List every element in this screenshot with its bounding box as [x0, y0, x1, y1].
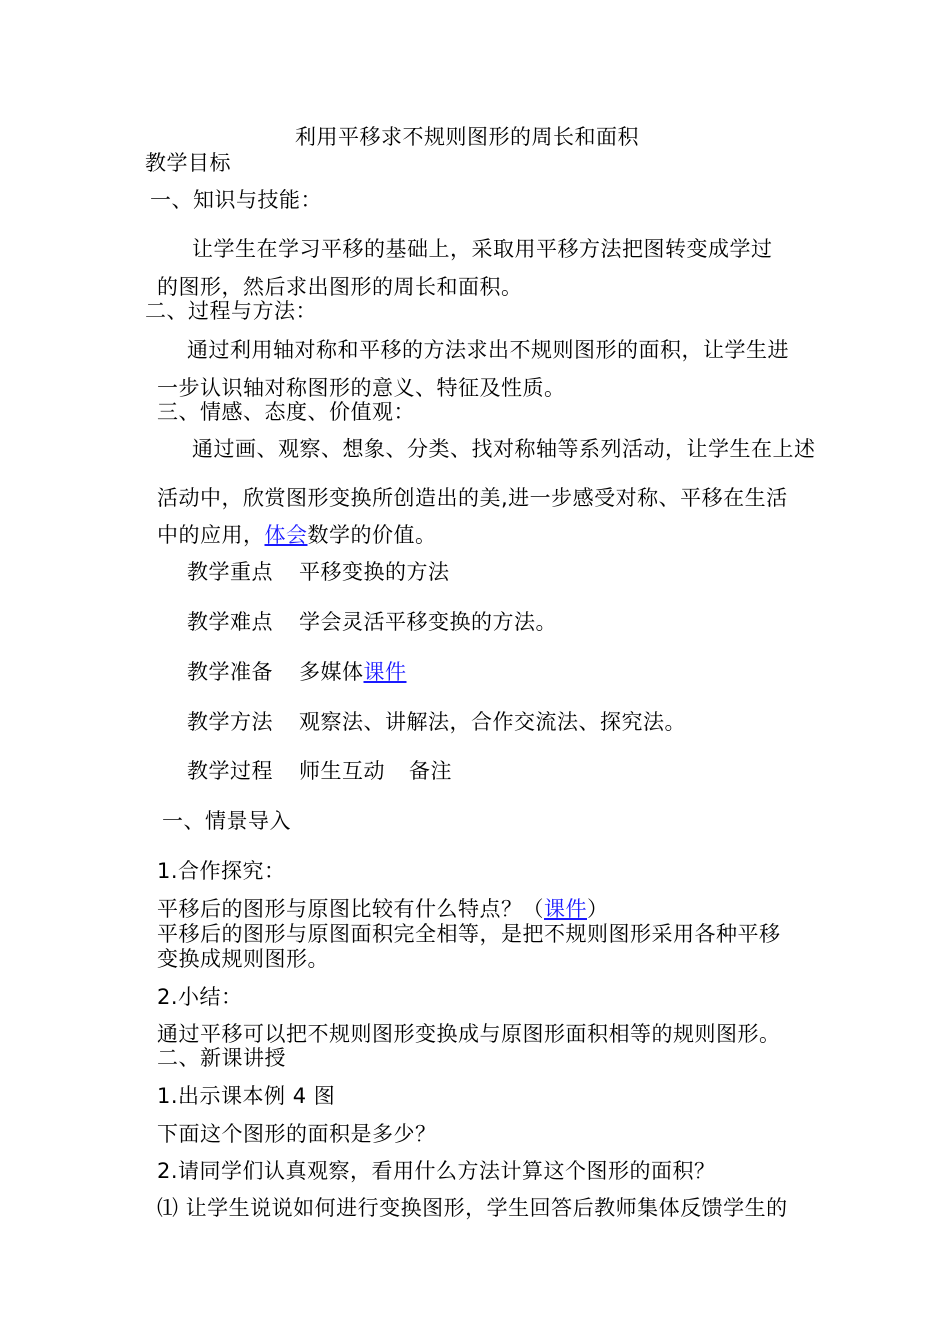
method-row: [187, 708, 686, 736]
new1-heading: 1.出示课本例 4 图: [157, 1084, 336, 1108]
step1-answer-line2: 变换成规则图形。: [157, 947, 329, 971]
method-label: 教学方法: [187, 710, 273, 734]
step2-text: 通过平移可以把不规则图形变换成与原图形面积相等的规则图形。: [157, 1022, 781, 1046]
difficulty-label: 教学难点: [187, 610, 273, 634]
section3-text-after-link: 数学的价值。: [307, 523, 437, 547]
step2-heading: 2.小结：: [157, 985, 243, 1009]
method-value: 观察法、讲解法，合作交流法、探究法。: [299, 710, 686, 734]
section2-paragraph-line1: 通过利用轴对称和平移的方法求出不规则图形的面积，让学生进: [187, 338, 789, 362]
new-lesson-heading: 二、新课讲授: [157, 1046, 286, 1070]
section3-paragraph-line1: 通过画、观察、想象、分类、找对称轴等系列活动，让学生在上述: [192, 437, 816, 461]
section3-paragraph-line2: 活动中，欣赏图形变换所创造出的美,进一步感受对称、平移在生活: [157, 486, 788, 510]
section3-text-before-link: 中的应用，: [157, 523, 265, 547]
key-point-value: 平移变换的方法: [299, 560, 450, 584]
new2-heading: 2.请同学们认真观察，看用什么方法计算这个图形的面积？: [157, 1159, 716, 1183]
courseware-link-2[interactable]: 课件: [544, 897, 587, 921]
process-row: [187, 757, 452, 785]
section1-heading: 一、知识与技能：: [150, 188, 322, 212]
step1-answer-line1: 平移后的图形与原图面积完全相等，是把不规则图形采用各种平移: [157, 922, 781, 946]
difficulty-row: [187, 608, 557, 636]
section3-heading: 三、情感、态度、价值观：: [157, 400, 415, 424]
step1-heading: 1.合作探究：: [157, 859, 286, 883]
tihui-link[interactable]: 体会: [264, 523, 308, 547]
new1-question: 下面这个图形的面积是多少？: [157, 1122, 437, 1146]
process-value: 师生互动: [299, 759, 385, 783]
section1-paragraph-line2: 的图形，然后求出图形的周长和面积。: [157, 275, 523, 299]
preparation-label: 教学准备: [187, 660, 273, 684]
key-point-label: 教学重点: [187, 560, 273, 584]
intro-heading: 一、情景导入: [162, 809, 291, 833]
new2-sub1: ⑴ 让学生说说如何进行变换图形，学生回答后教师集体反馈学生的: [157, 1196, 788, 1220]
document-title: 利用平移求不规则图形的周长和面积: [295, 125, 639, 149]
key-point-row: [187, 558, 450, 586]
courseware-link[interactable]: 课件: [363, 660, 407, 684]
difficulty-value: 学会灵活平移变换的方法。: [299, 610, 557, 634]
section3-paragraph-line3: [157, 521, 437, 549]
process-note: 备注: [409, 759, 452, 783]
step1-question-text: 平移后的图形与原图比较有什么特点？（: [157, 897, 544, 921]
section2-heading: 二、过程与方法：: [145, 299, 317, 323]
preparation-row: [187, 658, 407, 686]
process-label: 教学过程: [187, 759, 273, 783]
step1-question: [157, 895, 609, 923]
step1-question-close: ）: [587, 897, 609, 921]
section1-paragraph-line1: 让学生在学习平移的基础上，采取用平移方法把图转变成学过: [192, 237, 773, 261]
preparation-value: 多媒体: [299, 660, 364, 684]
teaching-goals-heading: 教学目标: [145, 151, 231, 175]
section2-paragraph-line2: 一步认识轴对称图形的意义、特征及性质。: [157, 376, 566, 400]
